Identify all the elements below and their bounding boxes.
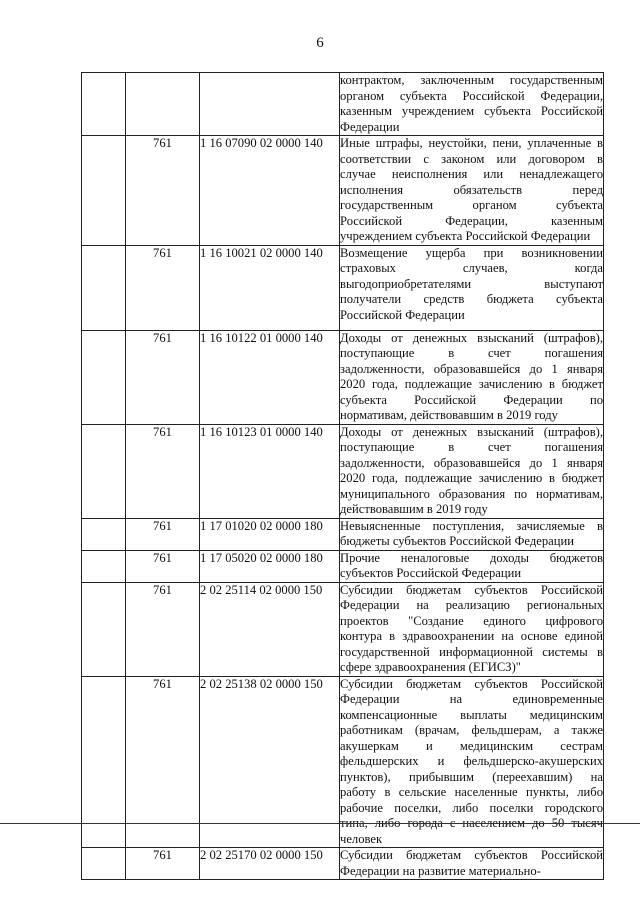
blank-cell: [82, 136, 126, 246]
blank-cell: [82, 330, 126, 424]
description-line: бюджеты субъектов Российской Федерации: [340, 534, 574, 548]
description-line: Субсидии бюджетам субъектов Российской: [340, 848, 603, 862]
admin-code-cell: [126, 73, 200, 136]
description-line: получатели средств бюджета субъекта: [340, 292, 603, 306]
admin-code-cell: 761: [126, 330, 200, 424]
blank-cell: [82, 550, 126, 582]
admin-code-cell: 761: [126, 245, 200, 330]
description-line: Возмещение ущерба при возникновении: [340, 245, 603, 260]
description-line: субъекта Российской Федерации по: [340, 392, 603, 407]
admin-code-cell: 761: [126, 518, 200, 550]
table-row: [82, 582, 604, 676]
budget-classification-code-cell: 1 16 10123 01 0000 140: [200, 424, 340, 518]
scan-cut-line-left: [0, 823, 38, 824]
description-line: Невыясненные поступления, зачисляемые в: [340, 518, 603, 533]
revenue-description-cell: [340, 676, 604, 848]
description-line: Иные штрафы, неустойки, пени, уплаченные в: [340, 136, 603, 150]
description-line: казенным учреждением субъекта Российской: [340, 104, 603, 118]
blank-cell: [82, 424, 126, 518]
description-line: проектов "Создание единого цифрового: [340, 613, 603, 628]
description-line: учреждением субъекта Российской Федерации: [340, 229, 591, 243]
revenue-description-cell: [340, 518, 604, 550]
admin-code-cell: 761: [126, 550, 200, 582]
table-row: [82, 245, 604, 330]
description-line: рабочие поселки, либо поселки городского: [340, 800, 603, 815]
table-row: [82, 550, 604, 582]
admin-code-cell: 761: [126, 676, 200, 848]
table-row: [82, 518, 604, 550]
blank-cell: [82, 848, 126, 880]
table-row: [82, 424, 604, 518]
table-row: [82, 73, 604, 136]
description-line: нормативам, действовавшим в 2019 году: [340, 408, 558, 422]
budget-classification-code-cell: 1 16 10021 02 0000 140: [200, 245, 340, 330]
budget-classification-code-cell: [200, 73, 340, 136]
budget-classification-code-cell: 2 02 25114 02 0000 150: [200, 582, 340, 676]
description-line: Субсидии бюджетам субъектов Российской: [340, 676, 603, 691]
description-line: задолженности, образовавшейся до 1 января: [340, 455, 603, 470]
budget-classification-code-cell: 1 16 10122 01 0000 140: [200, 330, 340, 424]
revenue-description-cell: [340, 330, 604, 424]
blank-cell: [82, 676, 126, 848]
description-line: задолженности, образовавшейся до 1 января: [340, 361, 603, 376]
description-line: государственным органом субъекта: [340, 198, 603, 212]
budget-classification-code-cell: 2 02 25138 02 0000 150: [200, 676, 340, 848]
admin-code-cell: 761: [126, 136, 200, 246]
blank-cell: [82, 73, 126, 136]
revenue-description-cell: [340, 136, 604, 246]
description-line: 2020 года, подлежащие зачислению в бюджет: [340, 377, 603, 391]
description-line: соответствии с законом или договором в: [340, 151, 603, 166]
blank-cell: [82, 582, 126, 676]
description-line: работу в сельские населенные пункты, либо: [340, 785, 603, 799]
description-line: Федерации на развитие материально-: [340, 863, 541, 878]
description-line: 2020 года, подлежащие зачислению в бюджет: [340, 471, 603, 485]
description-line: исполнения обязательств перед: [340, 182, 603, 197]
description-line: муниципального образования по нормативам,: [340, 486, 603, 501]
description-line: Федерации на единовременные: [340, 692, 603, 706]
description-line: субъектов Российской Федерации: [340, 566, 522, 580]
table-row: [82, 136, 604, 246]
blank-cell: [82, 245, 126, 330]
admin-code-cell: 761: [126, 582, 200, 676]
revenue-description-cell: [340, 245, 604, 330]
description-line: поступающие в счет погашения: [340, 346, 603, 360]
description-line: контрактом, заключенным государственным: [340, 73, 603, 87]
description-line: Федерации: [340, 119, 400, 134]
revenue-description-cell: [340, 424, 604, 518]
table-body: [82, 73, 604, 880]
budget-classification-code-cell: 1 17 01020 02 0000 180: [200, 518, 340, 550]
table-row: [82, 676, 604, 848]
revenue-description-cell: [340, 582, 604, 676]
description-line: Субсидии бюджетам субъектов Российской: [340, 582, 603, 597]
page-number: 6: [316, 35, 324, 51]
admin-code-cell: 761: [126, 848, 200, 880]
revenue-classification-table: [81, 72, 604, 880]
revenue-description-cell: [340, 550, 604, 582]
description-line: типа, либо города с населением до 50 тысяч: [340, 816, 603, 830]
description-line: Российской Федерации: [340, 307, 465, 322]
description-line: действовавшим в 2019 году: [340, 502, 488, 516]
blank-cell: [82, 518, 126, 550]
scan-cut-line: [38, 823, 640, 824]
description-line: случае неисполнения или ненадлежащего: [340, 167, 603, 181]
description-line: государственной информационной системы в: [340, 644, 603, 659]
description-line: компенсационные выплаты медицинским: [340, 707, 603, 722]
description-line: выгодоприобретателями выступают: [340, 276, 603, 291]
description-line: поступающие в счет погашения: [340, 440, 603, 454]
admin-code-cell: 761: [126, 424, 200, 518]
description-line: акушеркам и медицинским сестрам: [340, 738, 603, 753]
description-line: Федерации на реализацию региональных: [340, 598, 603, 612]
budget-classification-code-cell: 1 17 05020 02 0000 180: [200, 550, 340, 582]
description-line: Прочие неналоговые доходы бюджетов: [340, 550, 603, 565]
description-line: пунктов), прибывшим (переехавшим) на: [340, 769, 603, 784]
description-line: работникам (врачам, фельдшерам, а также: [340, 723, 603, 737]
description-line: страховых случаев, когда: [340, 261, 603, 275]
description-line: контура в здравоохранении на основе единой: [340, 629, 603, 643]
description-line: Российской Федерации, казенным: [340, 213, 603, 228]
description-line: сфере здравоохранения (ЕГИСЗ)": [340, 660, 521, 674]
description-line: фельдшерских и фельдшерско-акушерских: [340, 754, 603, 768]
description-line: Доходы от денежных взысканий (штрафов),: [340, 330, 603, 345]
table-row: [82, 330, 604, 424]
budget-classification-code-cell: 1 16 07090 02 0000 140: [200, 136, 340, 246]
description-line: человек: [340, 831, 383, 846]
revenue-description-cell: [340, 848, 604, 880]
budget-classification-code-cell: 2 02 25170 02 0000 150: [200, 848, 340, 880]
table-row: [82, 848, 604, 880]
description-line: органом субъекта Российской Федерации,: [340, 88, 603, 103]
revenue-description-cell: [340, 73, 604, 136]
description-line: Доходы от денежных взысканий (штрафов),: [340, 424, 603, 439]
